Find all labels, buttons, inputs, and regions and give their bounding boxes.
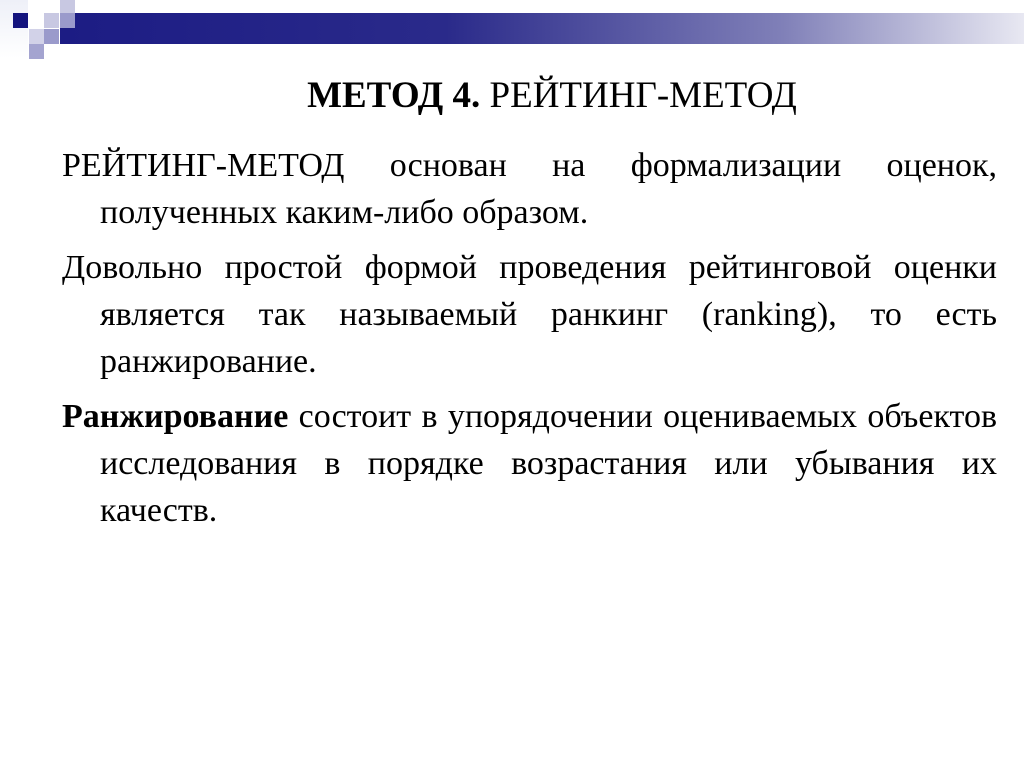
decor-square bbox=[60, 0, 75, 13]
decor-square bbox=[44, 13, 59, 28]
decor-square bbox=[44, 29, 59, 44]
paragraph-bold: Ранжирование bbox=[62, 398, 289, 435]
decor-faint-block bbox=[0, 0, 28, 58]
title-bold: МЕТОД 4. bbox=[307, 75, 481, 116]
paragraph-text: состоит в упорядочении оцениваемых объектов исследования в порядке возрастания или убывания их качеств. bbox=[100, 398, 997, 529]
decor-square bbox=[29, 44, 44, 59]
paragraph-text: РЕЙТИНГ-МЕТОД основан на формализации оценок, полученных каким-либо образом. bbox=[62, 147, 997, 231]
header-bar bbox=[60, 13, 1024, 44]
decor-square bbox=[29, 29, 44, 44]
paragraph-text: Довольно простой формой проведения рейтинговой оценки является так называемый ранкинг (ranking), то есть ранжирование. bbox=[62, 249, 997, 380]
decor-square bbox=[60, 13, 75, 28]
title-rest: РЕЙТИНГ-МЕТОД bbox=[480, 75, 797, 116]
paragraph bbox=[62, 142, 997, 236]
paragraph bbox=[62, 244, 997, 385]
slide-title bbox=[0, 74, 1024, 117]
decor-square bbox=[13, 13, 28, 28]
paragraph bbox=[62, 393, 997, 534]
slide-body bbox=[62, 142, 997, 542]
